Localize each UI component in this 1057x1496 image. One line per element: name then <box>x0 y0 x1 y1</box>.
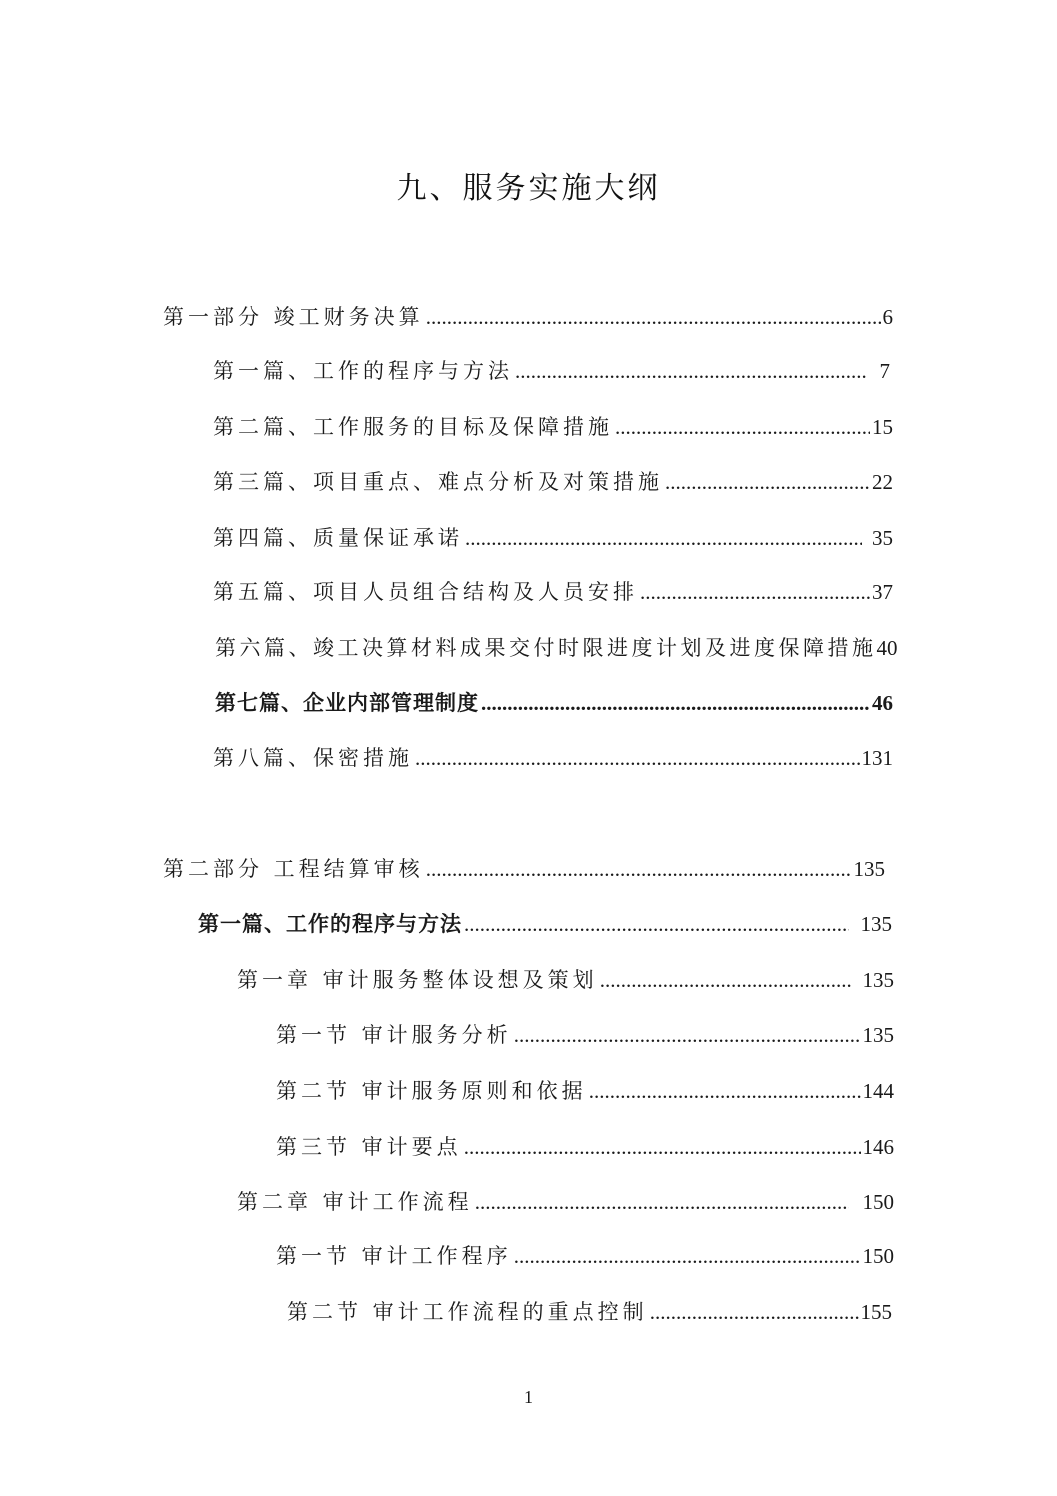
toc-entry-part1-ch7[interactable] <box>215 687 893 717</box>
toc-label: 第一节 审计服务分析 <box>276 1023 512 1047</box>
toc-page: 46 <box>872 691 893 715</box>
toc-page: 146 <box>862 1135 894 1159</box>
toc-page: 15 <box>872 415 893 439</box>
toc-label: 第六篇、竣工决算材料成果交付时限进度计划及进度保障措施 <box>215 636 877 660</box>
toc-label: 第一篇、工作的程序与方法 <box>198 912 462 936</box>
toc-label: 第三节 审计要点 <box>276 1135 462 1159</box>
toc-entry-part1-ch2[interactable] <box>213 411 893 441</box>
toc-label: 第二篇、工作服务的目标及保障措施 <box>213 415 613 439</box>
toc-entry-part1-ch6[interactable] <box>215 632 915 662</box>
toc-entry-part1-ch4[interactable] <box>213 522 893 552</box>
toc-entry-part2-section3[interactable] <box>276 1131 894 1161</box>
toc-label: 第一节 审计工作程序 <box>276 1244 512 1268</box>
toc-label: 第二部分 工程结算审核 <box>163 857 424 881</box>
toc-leader-dots <box>650 1300 859 1325</box>
toc-leader-dots <box>640 580 870 605</box>
toc-leader-dots <box>415 746 860 771</box>
toc-entry-part2-section2[interactable] <box>276 1075 894 1105</box>
toc-page: 135 <box>862 1023 894 1047</box>
toc-leader-dots <box>515 359 866 384</box>
toc-entry-part2-section1[interactable] <box>276 1019 894 1049</box>
toc-label: 第二节 审计服务原则和依据 <box>276 1079 587 1103</box>
toc-leader-dots <box>665 470 870 495</box>
toc-page: 150 <box>862 1190 894 1214</box>
toc-entry-part1-ch8[interactable] <box>213 742 893 772</box>
toc-leader-dots <box>615 415 870 440</box>
toc-label: 第二章 审计工作流程 <box>237 1190 473 1214</box>
toc-label: 第五篇、项目人员组合结构及人员安排 <box>213 580 638 604</box>
toc-label: 第七篇、企业内部管理制度 <box>215 691 479 715</box>
toc-leader-dots <box>475 1190 849 1215</box>
toc-label: 第一篇、工作的程序与方法 <box>213 359 513 383</box>
toc-label: 第一章 审计服务整体设想及策划 <box>237 968 598 992</box>
toc-page: 135 <box>860 912 892 936</box>
toc-label: 第二节 审计工作流程的重点控制 <box>287 1300 648 1324</box>
toc-leader-dots <box>514 1023 861 1048</box>
toc-entry-part2[interactable] <box>163 853 885 883</box>
document-title: 九、服务实施大纲 <box>396 171 661 206</box>
toc-page: 37 <box>872 580 893 604</box>
toc-page: 22 <box>872 470 893 494</box>
toc-entry-part1-ch1[interactable] <box>213 355 890 385</box>
toc-page: 35 <box>872 526 893 550</box>
toc-leader-dots <box>426 857 852 882</box>
toc-entry-part1-ch5[interactable] <box>213 576 893 606</box>
page-number: 1 <box>524 1387 533 1407</box>
toc-entry-part2-ch2-section1[interactable] <box>276 1240 894 1270</box>
toc-entry-part2-chapter1[interactable] <box>237 964 894 994</box>
toc-label: 第四篇、质量保证承诺 <box>213 526 463 550</box>
toc-leader-dots <box>464 1135 861 1160</box>
toc-leader-dots <box>481 691 870 716</box>
toc-leader-dots <box>589 1079 861 1104</box>
toc-page: 144 <box>862 1079 894 1103</box>
toc-entry-part2-chapter2[interactable] <box>237 1186 894 1216</box>
toc-label: 第八篇、保密措施 <box>213 746 413 770</box>
toc-leader-dots <box>426 305 881 330</box>
toc-page: 6 <box>882 305 893 329</box>
toc-entry-part1[interactable] <box>163 301 893 331</box>
toc-leader-dots <box>514 1244 861 1269</box>
toc-leader-dots <box>464 912 849 937</box>
toc-leader-dots <box>465 526 862 551</box>
toc-label: 第一部分 竣工财务决算 <box>163 305 424 329</box>
toc-page: 150 <box>862 1244 894 1268</box>
toc-page: 40 <box>876 636 898 660</box>
toc-page: 155 <box>860 1300 892 1324</box>
toc-entry-part2-ch1[interactable] <box>198 908 892 938</box>
toc-label: 第三篇、项目重点、难点分析及对策措施 <box>213 470 663 494</box>
toc-page: 7 <box>879 359 890 383</box>
toc-leader-dots <box>600 968 853 993</box>
toc-page: 135 <box>862 968 894 992</box>
toc-entry-part2-ch2-section2[interactable] <box>287 1296 892 1326</box>
toc-entry-part1-ch3[interactable] <box>213 466 893 496</box>
toc-page: 131 <box>861 746 893 770</box>
toc-page: 135 <box>853 857 885 881</box>
